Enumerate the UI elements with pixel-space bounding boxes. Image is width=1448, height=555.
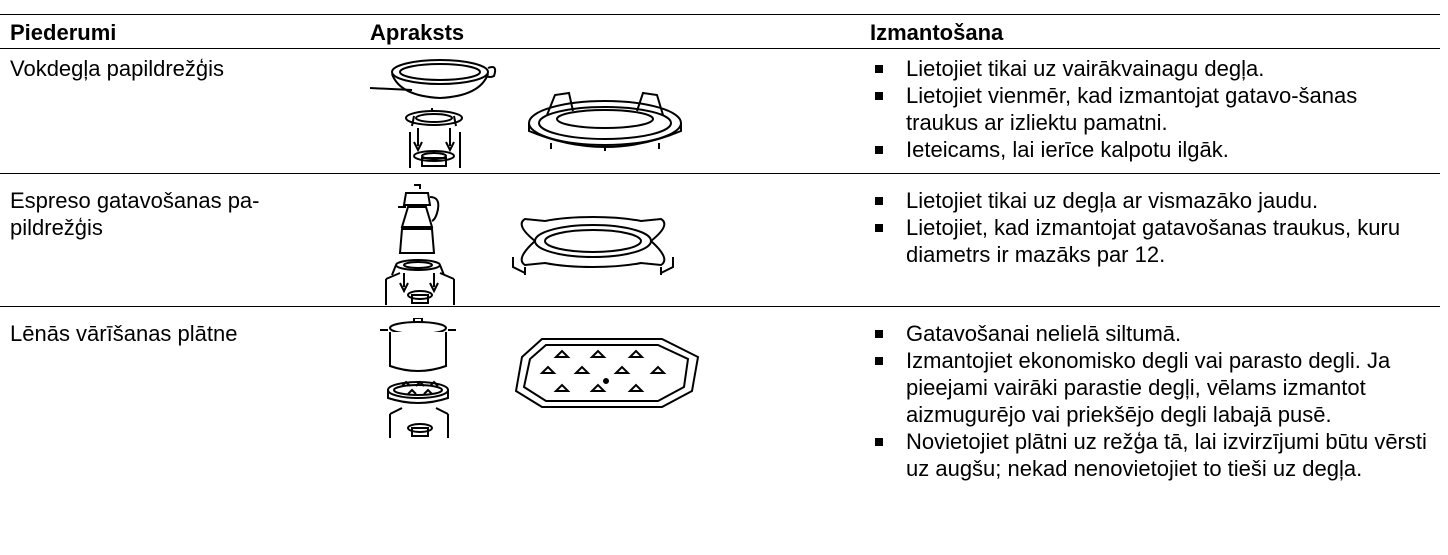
usage-item: Novietojiet plātni uz režģa tā, lai izvirzījumi būtu vērsti uz augšu; nekad nenovietojiet to tieši uz degļa.	[870, 428, 1430, 482]
header-accessories: Piederumi	[10, 20, 117, 45]
row-3-name: Lēnās vārīšanas plātne	[10, 321, 238, 346]
usage-item: Gatavošanai nelielā siltumā.	[870, 320, 1430, 347]
simmer-plate-icon	[512, 335, 702, 410]
wok-ring-icon	[525, 85, 685, 155]
row-divider	[0, 306, 1440, 307]
usage-item: Lietojiet, kad izmantojat gatavošanas traukus, kuru diametrs ir mazāks par 12.	[870, 214, 1430, 268]
header-usage: Izmantošana	[870, 20, 1004, 45]
table-header	[0, 14, 1440, 49]
espresso-on-burner-icon	[378, 183, 468, 308]
pot-on-burner-icon	[378, 318, 468, 440]
usage-item: Lietojiet tikai uz vairākvainagu degļa.	[870, 55, 1430, 82]
usage-item: Ieteicams, lai ierīce kalpotu ilgāk.	[870, 136, 1430, 163]
usage-item: Lietojiet tikai uz degļa ar vismazāko jaudu.	[870, 187, 1430, 214]
espresso-grid-icon	[505, 205, 685, 280]
row-3-usage-list	[870, 320, 1430, 482]
usage-item: Izmantojiet ekonomisko degli vai parasto degli. Ja pieejami vairāki parastie degļi, vēlams izmantot aizmugurējo vai priekšējo degli labajā pusē.	[870, 347, 1430, 428]
header-description: Apraksts	[370, 20, 465, 45]
row-divider	[0, 173, 1440, 174]
row-1-usage-list	[870, 55, 1430, 163]
row-1-name: Vokdegļa papildrežģis	[10, 56, 225, 81]
wok-on-burner-icon	[370, 50, 500, 170]
usage-item: Lietojiet vienmēr, kad izmantojat gatavo-šanas traukus ar izliektu pamatni.	[870, 82, 1430, 136]
row-2-usage-list	[870, 187, 1430, 268]
row-2-name: Espreso gatavošanas pa-pildrežģis	[10, 188, 260, 240]
